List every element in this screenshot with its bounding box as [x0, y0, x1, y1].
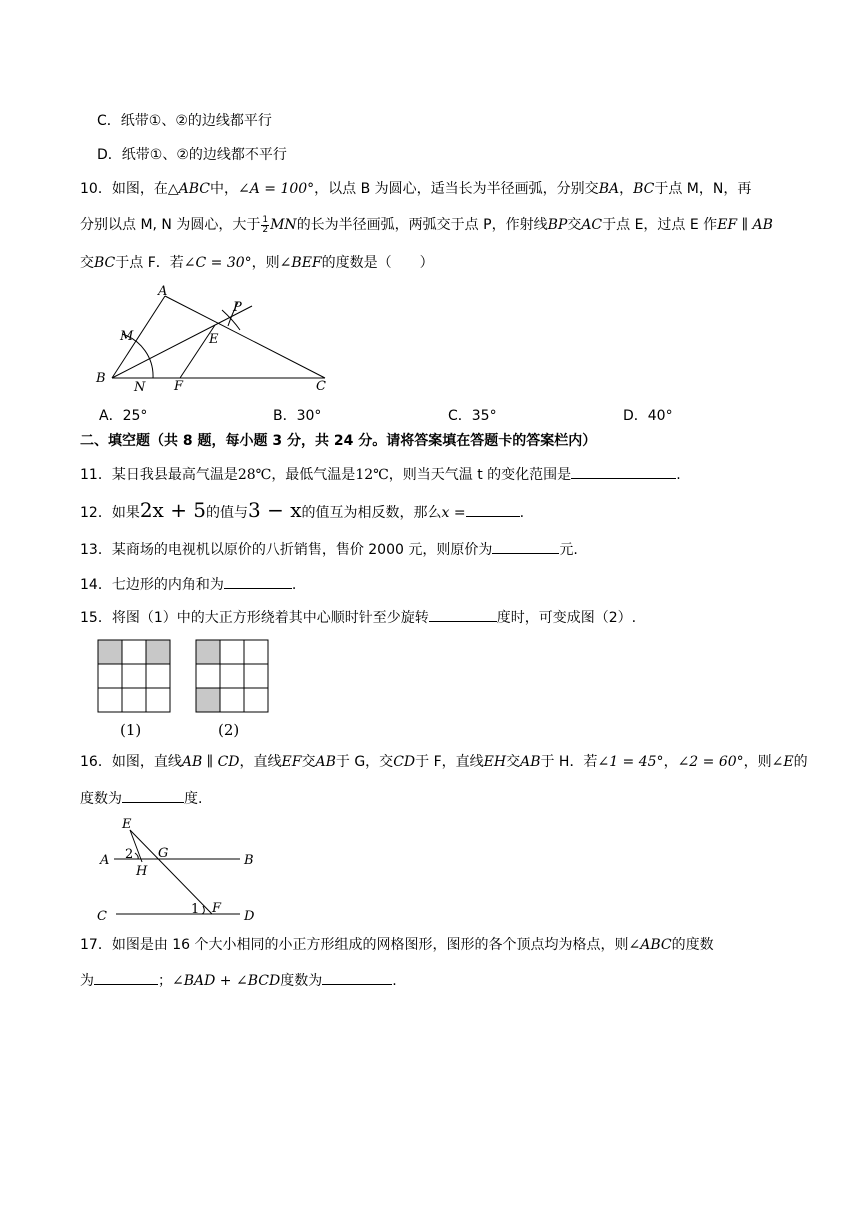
label-angle-1: 1: [191, 902, 200, 917]
angle-1-arc: [202, 906, 204, 914]
text: .: [676, 467, 681, 483]
q9-option-d: D．纸带①、②的边线都不平行: [97, 147, 287, 163]
q16-line1: [80, 752, 808, 772]
q12-line: [80, 497, 524, 526]
section2-heading: 二、填空题（共 8 题，每小题 3 分，共 24 分。请将答案填在答题卡的答案栏内）: [80, 433, 597, 449]
text: 度.: [184, 791, 203, 807]
text: 于 G，交: [335, 754, 394, 770]
text: 某商场的电视机以原价的八折销售，售价 2000 元，则原价为: [111, 542, 493, 558]
label-n: N: [134, 380, 146, 395]
answer-blank[interactable]: [571, 463, 676, 479]
text: 将图（1）中的大正方形绕着其中心顺时针至少旋转: [111, 610, 429, 626]
text: 的: [793, 754, 808, 770]
caption-2: (2): [218, 721, 240, 739]
text: 如图是由 16 个大小相同的小正方形组成的网格图形，图形的各个顶点均为格点，则: [111, 937, 629, 953]
text: 为: [80, 973, 94, 989]
text: 交: [567, 217, 582, 233]
math-bp: BP: [547, 217, 568, 233]
math-x-equals: x =: [441, 505, 466, 521]
q10-line1: [80, 179, 751, 199]
math-bc: BC: [94, 255, 116, 271]
text: ，则: [743, 754, 772, 770]
text: 的度数: [671, 937, 714, 953]
text: 如图，在: [111, 181, 168, 197]
text: 的值与: [206, 505, 249, 521]
grid-figure-2: [196, 640, 268, 712]
text: ，以点 B 为圆心，适当长为半径画弧，分别交: [314, 181, 599, 197]
text: 交: [80, 255, 94, 271]
q10-option-d: D．40°: [623, 408, 673, 424]
answer-blank[interactable]: [492, 538, 559, 554]
question-number: 10．: [80, 181, 112, 197]
question-number: 11．: [80, 467, 112, 483]
question-number: 15．: [80, 610, 112, 626]
label-e: E: [122, 817, 132, 832]
text: 度数为: [280, 973, 323, 989]
shaded-cell: [98, 640, 122, 664]
text: 元.: [559, 542, 578, 558]
shaded-cell: [146, 640, 170, 664]
fraction-one-half: [261, 216, 269, 235]
text: ；: [158, 973, 172, 989]
shaded-cell: [196, 688, 220, 712]
text: 如图，直线: [111, 754, 182, 770]
text: 交: [506, 754, 521, 770]
label-d: D: [244, 909, 255, 924]
q9-option-c: C．纸带①、②的边线都平行: [97, 113, 272, 129]
label-c: C: [97, 909, 107, 924]
math-ac: AC: [581, 217, 603, 233]
math-angle-c: ∠C = 30°: [183, 255, 252, 271]
grid-figure-1: [98, 640, 170, 712]
answer-blank[interactable]: [224, 573, 292, 589]
question-number: 13．: [80, 542, 112, 558]
text: ，则: [251, 255, 280, 271]
label-h: H: [136, 864, 148, 879]
expr-3-minus-x: 3 − x: [248, 498, 302, 522]
label-m: M: [120, 329, 134, 344]
math-angle-a: ∠A = 100°: [237, 181, 315, 197]
answer-blank[interactable]: [429, 606, 497, 622]
text: 于点 M，N，再: [654, 181, 752, 197]
answer-blank[interactable]: [322, 969, 392, 985]
temp-high: 28℃: [237, 467, 272, 483]
text: ，直线: [239, 754, 282, 770]
label-b: B: [96, 371, 106, 386]
label-p: P: [233, 300, 242, 315]
text: 于 F，直线: [415, 754, 484, 770]
text: 的长为半径画弧，两弧交于点 P，作射线: [296, 217, 548, 233]
q10-line3: [80, 253, 434, 273]
text: .: [291, 577, 297, 593]
label-a: A: [158, 284, 168, 299]
math-bc: BC: [633, 181, 655, 197]
text: 的度数是（ ）: [321, 255, 434, 271]
math-ab: AB: [315, 754, 336, 770]
q17-line1: [80, 935, 714, 955]
math-mn: MN: [270, 217, 297, 233]
math-triangle-abc: △ABC: [167, 181, 210, 197]
q15-grid-figures: [96, 638, 276, 742]
q16-line2: [80, 787, 202, 809]
text: 于点 E，过点 E 作: [602, 217, 718, 233]
text: ，最低气温是: [271, 467, 356, 483]
math-angle-abc: ∠ABC: [628, 937, 672, 953]
math-angle-1: ∠1 = 45°: [597, 754, 664, 770]
text: ，: [663, 754, 678, 770]
text: 中，: [209, 181, 238, 197]
math-angle-2: ∠2 = 60°: [677, 754, 744, 770]
math-angle-bef: ∠BEF: [279, 255, 322, 271]
caption-1: (1): [120, 721, 142, 739]
question-number: 14．: [80, 577, 112, 593]
denominator: 2: [262, 224, 269, 235]
q10-line2: [80, 215, 773, 235]
label-f: F: [174, 379, 184, 394]
q11-line: [80, 463, 681, 485]
question-number: 12．: [80, 505, 112, 521]
label-f: F: [212, 901, 222, 916]
answer-blank[interactable]: [466, 501, 520, 517]
q10-option-a: A．25°: [99, 408, 148, 424]
numerator: 1: [262, 214, 269, 225]
text: 度时，可变成图（2）.: [496, 610, 637, 626]
q10-option-c: C．35°: [448, 408, 497, 424]
text: 如果: [111, 505, 140, 521]
math-ef-parallel-ab: EF ∥ AB: [717, 217, 773, 233]
text: ，: [619, 181, 634, 197]
math-ef: EF: [281, 754, 302, 770]
text: 度数为: [80, 791, 122, 807]
answer-blank[interactable]: [122, 787, 184, 803]
math-angle-sum: ∠BAD + ∠BCD: [172, 973, 281, 989]
text: 分别以点 M, N 为圆心，大于: [80, 217, 261, 233]
label-a: A: [100, 853, 110, 868]
label-b: B: [244, 853, 254, 868]
shaded-cell: [196, 640, 220, 664]
text: 交: [301, 754, 316, 770]
text: 七边形的内角和为: [111, 577, 224, 593]
math-eh: EH: [483, 754, 507, 770]
question-number: 17．: [80, 937, 112, 953]
math-ab: AB: [520, 754, 541, 770]
text: .: [392, 973, 397, 989]
math-ba: BA: [598, 181, 620, 197]
text: .: [519, 505, 525, 521]
q17-line2: [80, 969, 397, 991]
q10-option-b: B．30°: [273, 408, 322, 424]
question-number: 16．: [80, 754, 112, 770]
text: ，则当天气温 t 的变化范围是: [388, 467, 572, 483]
label-angle-2: 2: [125, 847, 134, 862]
q14-line: [80, 573, 296, 595]
label-e: E: [209, 332, 219, 347]
math-cd: CD: [393, 754, 416, 770]
answer-blank[interactable]: [94, 969, 158, 985]
q16-parallel-lines-figure: [94, 812, 264, 924]
text: 的值互为相反数，那么: [301, 505, 442, 521]
q15-line: [80, 606, 636, 628]
angle-2-arc: [135, 853, 138, 859]
text: 于点 F．若: [115, 255, 184, 271]
math-ab-parallel-cd: AB ∥ CD: [181, 754, 240, 770]
label-g: G: [158, 846, 169, 861]
text: 于 H．若: [540, 754, 598, 770]
temp-low: 12℃: [355, 467, 389, 483]
side-ac: [165, 296, 325, 378]
q13-line: [80, 538, 578, 560]
label-c: C: [316, 379, 326, 394]
expr-2x-plus-5: 2x + 5: [139, 498, 207, 522]
text: 某日我县最高气温是: [111, 467, 238, 483]
math-angle-e: ∠E: [771, 754, 794, 770]
q10-triangle-figure: [90, 284, 350, 396]
